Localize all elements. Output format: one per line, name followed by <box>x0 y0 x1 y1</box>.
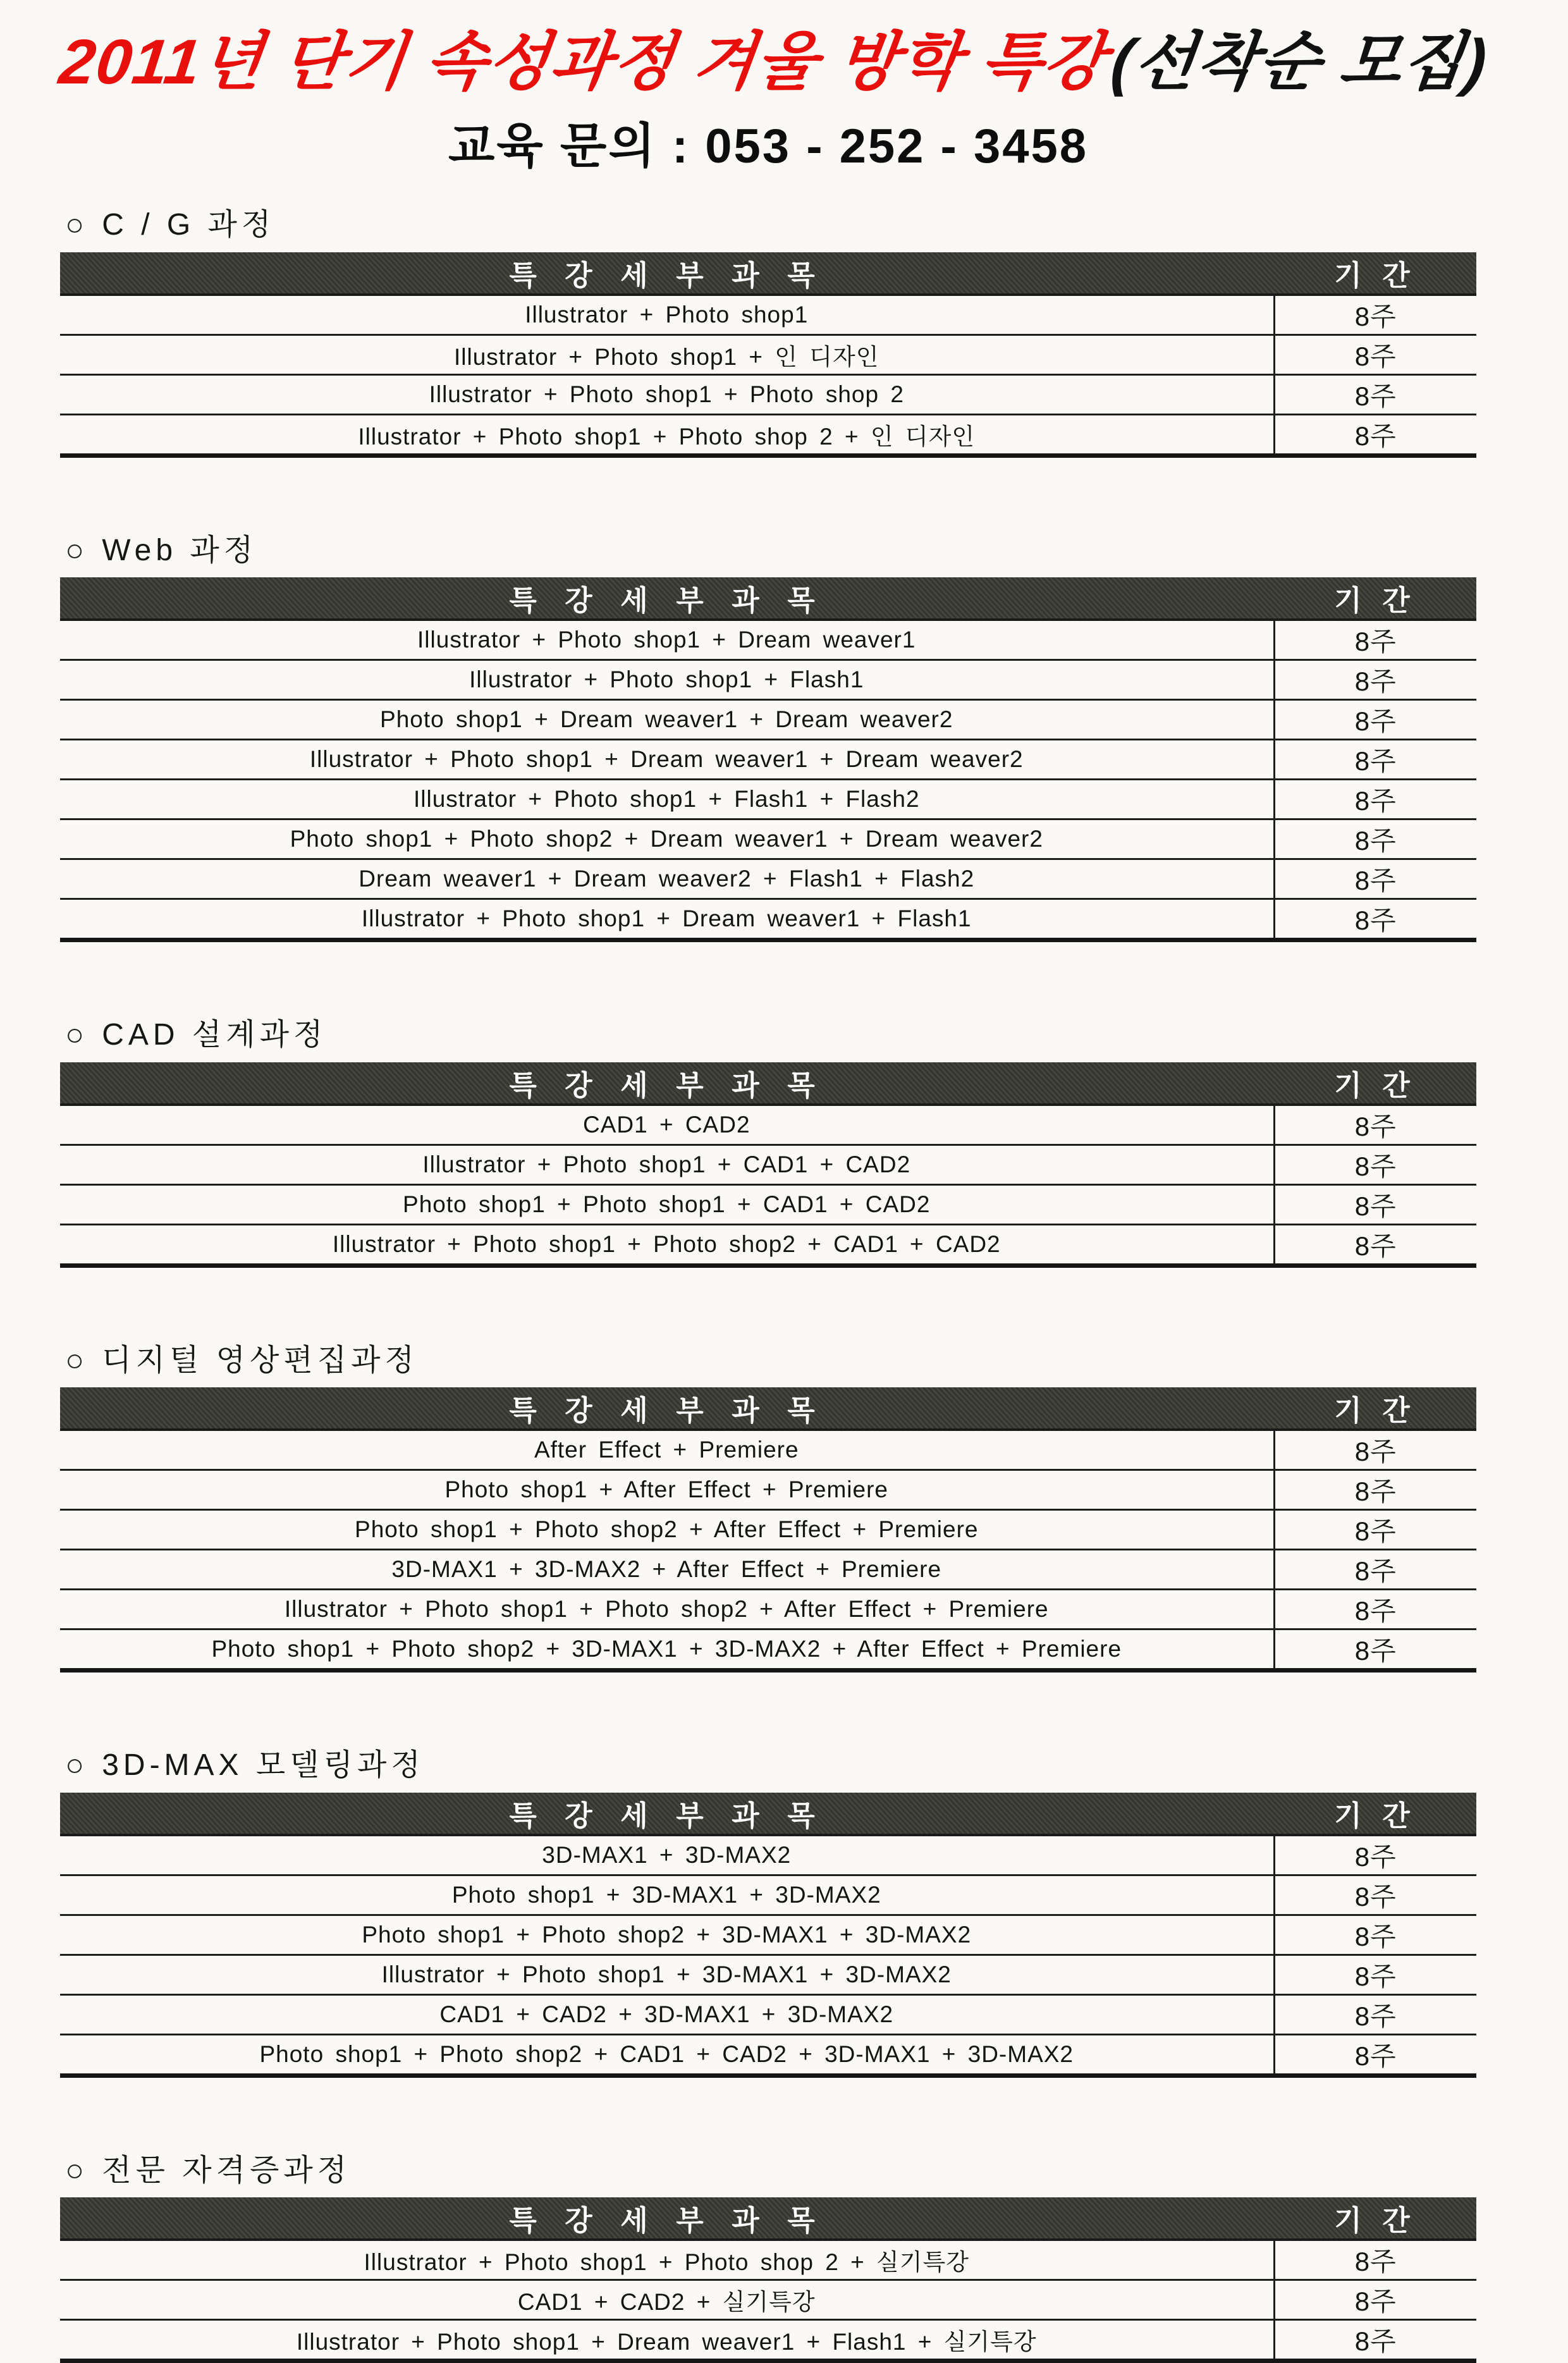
course-subject: Photo shop1 + Photo shop2 + After Effect + Premiere <box>60 1510 1274 1550</box>
table-row <box>60 1145 1476 1184</box>
table-row <box>60 335 1476 374</box>
course-duration: 8주 <box>1274 414 1476 455</box>
table-row <box>60 1835 1476 1875</box>
course-duration: 8주 <box>1274 2240 1476 2280</box>
section-title-text: 전문 자격증과정 <box>102 2153 351 2188</box>
course-subject: Photo shop1 + Photo shop2 + 3D-MAX1 + 3D-MAX2 + After Effect + Premiere <box>60 1630 1274 1671</box>
table-row <box>60 1184 1476 1224</box>
course-subject: Photo shop1 + 3D-MAX1 + 3D-MAX2 <box>60 1875 1274 1915</box>
course-subject: Illustrator + Photo shop1 + Photo shop 2 <box>60 374 1274 414</box>
course-section <box>60 1017 1476 1268</box>
column-header-subject: 특 강 세 부 과 목 <box>60 1387 1274 1430</box>
course-duration: 8주 <box>1274 1224 1476 1265</box>
column-header-duration: 기 간 <box>1274 1387 1476 1430</box>
table-row <box>60 859 1476 899</box>
contact-phone-line: 교육 문의 : 053 - 252 - 3458 <box>60 107 1476 176</box>
table-row <box>60 899 1476 940</box>
course-duration: 8주 <box>1274 295 1476 335</box>
course-duration: 8주 <box>1274 660 1476 700</box>
course-subject: Illustrator + Photo shop1 + Photo shop2 + After Effect + Premiere <box>60 1590 1274 1630</box>
section-title-text: CAD 설계과정 <box>102 1017 327 1052</box>
circle-bullet-icon: ○ <box>65 532 84 569</box>
course-subject: Illustrator + Photo shop1 <box>60 295 1274 335</box>
column-header-subject: 특 강 세 부 과 목 <box>60 2197 1274 2240</box>
course-duration: 8주 <box>1274 1835 1476 1875</box>
table-row <box>60 1470 1476 1510</box>
course-duration: 8주 <box>1274 700 1476 740</box>
course-subject: Illustrator + Photo shop1 + Dream weaver1 + Flash1 + 실기특강 <box>60 2320 1274 2361</box>
course-duration: 8주 <box>1274 1550 1476 1590</box>
course-duration: 8주 <box>1274 1955 1476 1994</box>
course-duration: 8주 <box>1274 1875 1476 1915</box>
table-row <box>60 1224 1476 1265</box>
column-header-duration: 기 간 <box>1274 1793 1476 1835</box>
section-title-text: C / G 과정 <box>102 207 275 242</box>
course-subject: Illustrator + Photo shop1 + Flash1 <box>60 660 1274 700</box>
course-duration: 8주 <box>1274 1184 1476 1224</box>
page-title-note: (선착순 모집) <box>1108 27 1491 97</box>
course-table <box>60 1793 1476 2078</box>
section-title <box>65 2152 1476 2189</box>
course-duration: 8주 <box>1274 740 1476 780</box>
course-duration: 8주 <box>1274 620 1476 660</box>
course-duration: 8주 <box>1274 374 1476 414</box>
table-row <box>60 374 1476 414</box>
column-header-duration: 기 간 <box>1274 252 1476 295</box>
course-duration: 8주 <box>1274 2280 1476 2320</box>
section-title <box>65 1747 1476 1784</box>
table-header-row <box>60 577 1476 620</box>
column-header-subject: 특 강 세 부 과 목 <box>60 1793 1274 1835</box>
table-row <box>60 295 1476 335</box>
course-subject: Photo shop1 + Photo shop2 + 3D-MAX1 + 3D-MAX2 <box>60 1915 1274 1955</box>
course-table <box>60 1387 1476 1673</box>
course-subject: 3D-MAX1 + 3D-MAX2 <box>60 1835 1274 1875</box>
page-title-main: 2011년 단기 속성과정 겨울 방학 특강 <box>56 27 1110 97</box>
table-row <box>60 620 1476 660</box>
section-title-text: Web 과정 <box>102 533 257 568</box>
course-subject: Illustrator + Photo shop1 + Dream weaver1 + Dream weaver2 <box>60 740 1274 780</box>
course-subject: Illustrator + Photo shop1 + Photo shop 2 + 실기특강 <box>60 2240 1274 2280</box>
page-title <box>56 27 1481 97</box>
table-header-row <box>60 252 1476 295</box>
course-subject: CAD1 + CAD2 + 3D-MAX1 + 3D-MAX2 <box>60 1994 1274 2034</box>
course-duration: 8주 <box>1274 899 1476 940</box>
course-subject: Photo shop1 + After Effect + Premiere <box>60 1470 1274 1510</box>
course-section <box>60 532 1476 943</box>
table-header-row <box>60 2197 1476 2240</box>
course-section <box>60 1747 1476 2078</box>
table-row <box>60 740 1476 780</box>
circle-bullet-icon: ○ <box>65 1017 84 1053</box>
course-duration: 8주 <box>1274 1145 1476 1184</box>
table-row <box>60 2034 1476 2075</box>
course-duration: 8주 <box>1274 1994 1476 2034</box>
table-row <box>60 2280 1476 2320</box>
course-section <box>60 1342 1476 1673</box>
course-subject: 3D-MAX1 + 3D-MAX2 + After Effect + Premiere <box>60 1550 1274 1590</box>
course-section <box>60 2152 1476 2363</box>
table-row <box>60 1430 1476 1470</box>
table-row <box>60 819 1476 859</box>
circle-bullet-icon: ○ <box>65 207 84 243</box>
table-row <box>60 1875 1476 1915</box>
course-duration: 8주 <box>1274 819 1476 859</box>
course-duration: 8주 <box>1274 1430 1476 1470</box>
course-table <box>60 2197 1476 2363</box>
table-row <box>60 2320 1476 2361</box>
circle-bullet-icon: ○ <box>65 1747 84 1784</box>
column-header-duration: 기 간 <box>1274 577 1476 620</box>
course-subject: Illustrator + Photo shop1 + 3D-MAX1 + 3D-MAX2 <box>60 1955 1274 1994</box>
table-row <box>60 660 1476 700</box>
course-section <box>60 207 1476 458</box>
course-subject: Photo shop1 + Photo shop1 + CAD1 + CAD2 <box>60 1184 1274 1224</box>
circle-bullet-icon: ○ <box>65 2152 84 2189</box>
table-row <box>60 414 1476 455</box>
section-title-text: 디지털 영상편집과정 <box>102 1343 419 1378</box>
table-header-row <box>60 1062 1476 1105</box>
course-sections <box>60 207 1476 2363</box>
table-row <box>60 1915 1476 1955</box>
course-subject: Illustrator + Photo shop1 + Flash1 + Flash2 <box>60 780 1274 819</box>
course-duration: 8주 <box>1274 780 1476 819</box>
table-header-row <box>60 1387 1476 1430</box>
table-row <box>60 1550 1476 1590</box>
course-table <box>60 1062 1476 1268</box>
table-row <box>60 1994 1476 2034</box>
course-subject: CAD1 + CAD2 <box>60 1105 1274 1145</box>
column-header-subject: 특 강 세 부 과 목 <box>60 1062 1274 1105</box>
course-duration: 8주 <box>1274 2320 1476 2361</box>
circle-bullet-icon: ○ <box>65 1342 84 1379</box>
column-header-subject: 특 강 세 부 과 목 <box>60 252 1274 295</box>
column-header-duration: 기 간 <box>1274 2197 1476 2240</box>
course-duration: 8주 <box>1274 1470 1476 1510</box>
course-subject: Illustrator + Photo shop1 + Dream weaver1 + Flash1 <box>60 899 1274 940</box>
course-subject: Illustrator + Photo shop1 + Dream weaver1 <box>60 620 1274 660</box>
table-row <box>60 780 1476 819</box>
table-row <box>60 2240 1476 2280</box>
course-table <box>60 252 1476 458</box>
course-subject: After Effect + Premiere <box>60 1430 1274 1470</box>
masthead <box>60 27 1476 176</box>
column-header-subject: 특 강 세 부 과 목 <box>60 577 1274 620</box>
table-row <box>60 700 1476 740</box>
table-row <box>60 1630 1476 1671</box>
course-duration: 8주 <box>1274 1105 1476 1145</box>
course-duration: 8주 <box>1274 1590 1476 1630</box>
section-title-text: 3D-MAX 모델링과정 <box>102 1748 425 1783</box>
course-duration: 8주 <box>1274 335 1476 374</box>
section-title <box>65 532 1476 569</box>
course-subject: Illustrator + Photo shop1 + Photo shop 2 + 인 디자인 <box>60 414 1274 455</box>
course-subject: Photo shop1 + Photo shop2 + Dream weaver1 + Dream weaver2 <box>60 819 1274 859</box>
course-duration: 8주 <box>1274 1510 1476 1550</box>
course-duration: 8주 <box>1274 2034 1476 2075</box>
course-subject: Dream weaver1 + Dream weaver2 + Flash1 + Flash2 <box>60 859 1274 899</box>
course-subject: CAD1 + CAD2 + 실기특강 <box>60 2280 1274 2320</box>
course-table <box>60 577 1476 942</box>
section-title <box>65 1342 1476 1379</box>
course-subject: Photo shop1 + Dream weaver1 + Dream weaver2 <box>60 700 1274 740</box>
table-row <box>60 1105 1476 1145</box>
table-row <box>60 1510 1476 1550</box>
course-duration: 8주 <box>1274 1630 1476 1671</box>
table-row <box>60 1590 1476 1630</box>
table-row <box>60 1955 1476 1994</box>
table-header-row <box>60 1793 1476 1835</box>
course-duration: 8주 <box>1274 859 1476 899</box>
course-subject: Illustrator + Photo shop1 + 인 디자인 <box>60 335 1274 374</box>
course-subject: Illustrator + Photo shop1 + Photo shop2 + CAD1 + CAD2 <box>60 1224 1274 1265</box>
section-title <box>65 1017 1476 1053</box>
column-header-duration: 기 간 <box>1274 1062 1476 1105</box>
course-subject: Photo shop1 + Photo shop2 + CAD1 + CAD2 + 3D-MAX1 + 3D-MAX2 <box>60 2034 1274 2075</box>
course-subject: Illustrator + Photo shop1 + CAD1 + CAD2 <box>60 1145 1274 1184</box>
section-title <box>65 207 1476 243</box>
course-duration: 8주 <box>1274 1915 1476 1955</box>
